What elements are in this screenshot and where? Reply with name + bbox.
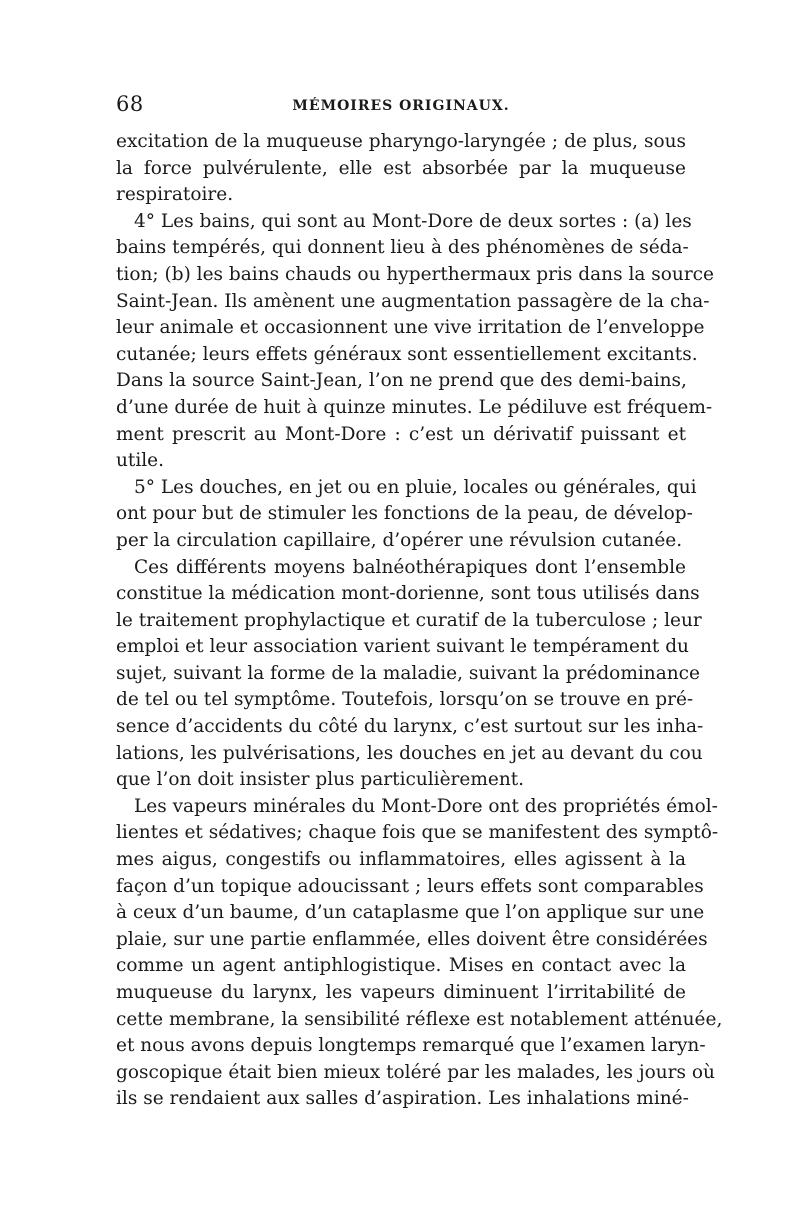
text-line: 5° Les douches, en jet ou en pluie, locales ou générales, qui [134,476,697,498]
text-line: cette membrane, la sensibilité réflexe est notablement atténuée, [116,1008,723,1030]
text-line: à ceux d’un baume, d’un cataplasme que l’on applique sur une [116,902,705,924]
page-header [116,92,686,122]
text-line: mes aigus, congestifs ou inflammatoires, elles agissent à la [116,849,686,871]
text-line: sujet, suivant la forme de la maladie, suivant la prédominance [116,662,700,684]
text-line: utile. [116,450,165,472]
text-line: Dans la source Saint-Jean, l’on ne prend que des demi-bains, [116,370,687,392]
text-line: ils se rendaient aux salles d’aspiration. Les inhalations miné- [116,1088,689,1110]
text-line: Les vapeurs minérales du Mont-Dore ont des propriétés émol- [134,795,718,817]
text-line: lientes et sédatives; chaque fois que se manifestent des symptô- [116,822,719,844]
text-line: cutanée; leurs effets généraux sont essentiellement excitants. [116,343,698,365]
text-line: de tel ou tel symptôme. Toutefois, lorsqu’on se trouve en pré- [116,689,694,711]
text-line: Ces différents moyens balnéothérapiques dont l’ensemble [134,556,686,578]
text-line: la force pulvérulente, elle est absorbée par la muqueuse [116,157,686,179]
running-title: MÉMOIRES ORIGINAUX. [292,98,510,114]
text-line: façon d’un topique adoucissant ; leurs effets sont comparables [116,875,704,897]
text-line: constitue la médication mont-dorienne, sont tous utilisés dans [116,583,700,605]
text-line: et nous avons depuis longtemps remarqué que l’examen laryn- [116,1035,706,1057]
text-line: ment prescrit au Mont-Dore : c’est un dérivatif puissant et [116,423,686,445]
text-line: Saint-Jean. Ils amènent une augmentation passagère de la cha- [116,290,710,312]
text-line: ont pour but de stimuler les fonctions de la peau, de dévelop- [116,503,693,525]
text-line: emploi et leur association varient suivant le tempérament du [116,636,689,658]
body-text [116,129,723,1113]
text-line: respiratoire. [116,184,234,206]
text-line: bains tempérés, qui donnent lieu à des phénomènes de séda- [116,237,689,259]
text-line: le traitement prophylactique et curatif de la tuberculose ; leur [116,609,702,631]
page-number: 68 [116,92,144,116]
text-line: excitation de la muqueuse pharyngo-laryngée ; de plus, sous [116,131,686,152]
text-line: lations, les pulvérisations, les douches en jet au devant du cou [116,742,703,764]
text-line: d’une durée de huit à quinze minutes. Le pédiluve est fréquem- [116,396,713,418]
text-line: leur animale et occasionnent une vive irritation de l’enveloppe [116,317,705,339]
text-line: plaie, sur une partie enflammée, elles doivent être considérées [116,928,708,950]
text-line: comme un agent antiphlogistique. Mises en contact avec la [116,955,686,977]
text-line: tion; (b) les bains chauds ou hyperthermaux pris dans la source [116,263,714,285]
text-line: 4° Les bains, qui sont au Mont-Dore de deux sortes : (a) les [134,210,692,232]
text-line: per la circulation capillaire, d’opérer une révulsion cutanée. [116,529,683,551]
text-line: muqueuse du larynx, les vapeurs diminuent l’irritabilité de [116,982,686,1003]
text-line: sence d’accidents du côté du larynx, c’est surtout sur les inha- [116,716,704,738]
text-line: que l’on doit insister plus particulièrement. [116,769,525,791]
text-line: goscopique était bien mieux toléré par les malades, les jours où [116,1061,715,1083]
